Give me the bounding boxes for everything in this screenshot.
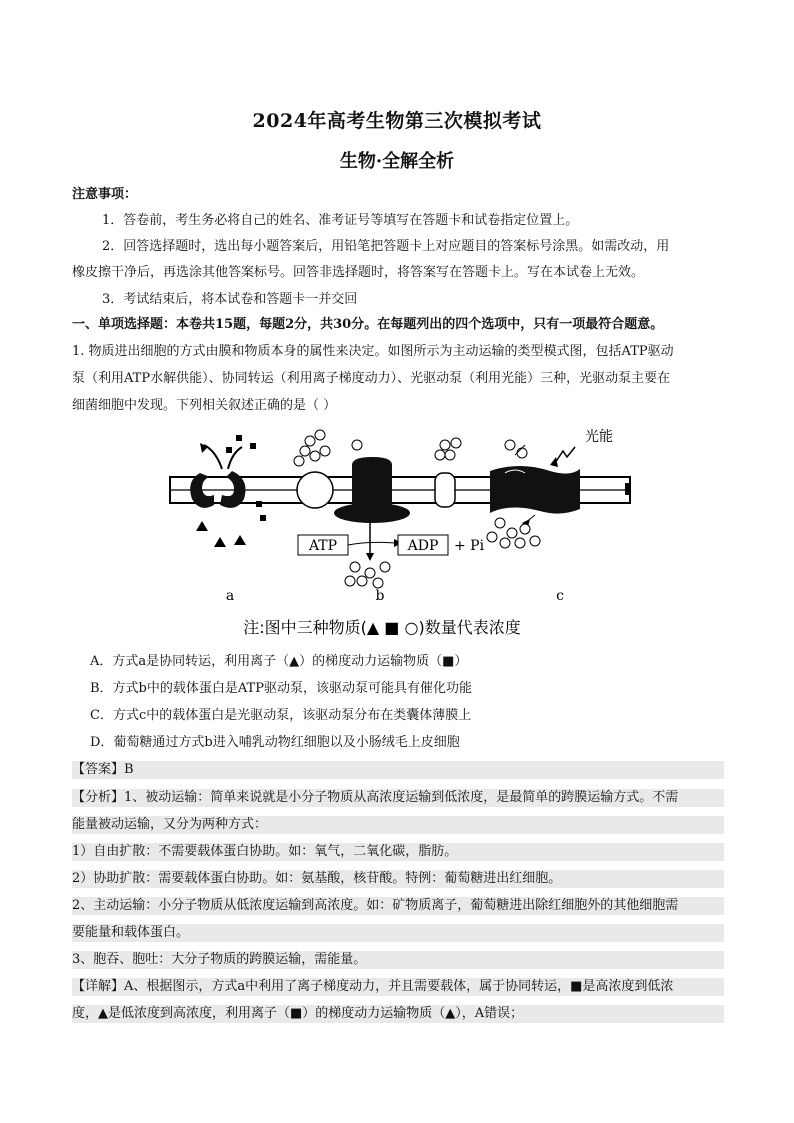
section-heading: 一、单项选择题：本卷共15题，每题2分，共30分。在每题列出的四个选项中，只有一项最符合题意。 <box>72 317 664 332</box>
answer-line: 【答案】B <box>72 761 724 779</box>
cotransporter-a <box>190 435 266 547</box>
analysis-line: 1）自由扩散：不需要载体蛋白协助。如：氧气，二氧化碳，脂肪。 <box>72 843 724 861</box>
transport-figure <box>160 425 640 640</box>
option-b: B．方式b中的载体蛋白是ATP驱动泵，该驱动泵可能具有催化功能 <box>90 681 472 696</box>
notice-item: 3．考试结束后，将本试卷和答题卡一并交回 <box>102 292 358 307</box>
question-stem: 泵（利用ATP水解供能）、协同转运（利用离子梯度动力）、光驱动泵（利用光能）三种，光驱动泵主要在 <box>72 371 671 386</box>
light-energy-label: 光能 <box>585 429 613 445</box>
analysis-line: 【分析】1、被动运输：简单来说就是小分子物质从高浓度运输到低浓度，是最简单的跨膜运输方式。不需 <box>72 789 724 807</box>
page-subtitle: 生物·全解全析 <box>339 151 455 172</box>
question-stem: 1. 物质进出细胞的方式由膜和物质本身的属性来决定。如图所示为主动运输的类型模式图，包括ATP驱动 <box>72 344 674 359</box>
label-a: a <box>225 588 235 604</box>
analysis-line: 能量被动运输，又分为两种方式： <box>72 816 724 834</box>
analysis-line: 2、主动运输：小分子物质从低浓度运输到高浓度。如：矿物质离子，葡萄糖进出除红细胞外的其他细胞需 <box>72 897 724 915</box>
notice-item: 1．答卷前，考生务必将自己的姓名、准考证号等填写在答题卡和试卷指定位置上。 <box>102 213 579 228</box>
figure-note: 注:图中三种物质(▲ ■ ○)数量代表浓度 <box>243 618 521 637</box>
detail-line: 度，▲是低浓度到高浓度，利用离子（■）的梯度动力运输物质（▲），A错误； <box>72 1005 724 1023</box>
notice-item: 2．回答选择题时，选出每小题答案后，用铅笔把答题卡上对应题目的答案标号涂黑。如需改动，用 <box>102 239 670 254</box>
pi-label: + Pi <box>454 538 485 554</box>
light-pump-c <box>487 428 613 548</box>
label-b: b <box>375 588 385 604</box>
option-a: A．方式a是协同转运，利用离子（▲）的梯度动力运输物质（■） <box>90 654 468 669</box>
page-title: 2024年高考生物第三次模拟考试 <box>252 110 542 132</box>
option-c: C．方式c中的载体蛋白是光驱动泵，该驱动泵分布在类囊体薄膜上 <box>90 708 472 723</box>
detail-line: 【详解】A、根据图示，方式a中利用了离子梯度动力，并且需要载体，属于协同转运，■是高浓度到低浓 <box>72 978 724 996</box>
adp-label: ADP <box>407 538 439 554</box>
carrier-protein <box>435 438 461 507</box>
membrane-diagram <box>160 425 640 640</box>
analysis-line: 2）协助扩散：需要载体蛋白协助。如：氨基酸，核苷酸。特例：葡萄糖进出红细胞。 <box>72 870 724 888</box>
analysis-line: 要能量和载体蛋白。 <box>72 924 724 942</box>
atp-label: ATP <box>308 538 338 554</box>
label-c: c <box>556 588 564 604</box>
notice-heading: 注意事项： <box>72 187 138 202</box>
option-d: D．葡萄糖通过方式b进入哺乳动物红细胞以及小肠绒毛上皮细胞 <box>90 735 460 750</box>
notice-item: 橡皮擦干净后，再选涂其他答案标号。回答非选择题时，将答案写在答题卡上。写在本试卷上无效。 <box>72 265 645 280</box>
analysis-line: 3、胞吞、胞吐：大分子物质的跨膜运输，需能量。 <box>72 951 724 969</box>
question-stem: 细菌细胞中发现。下列相关叙述正确的是（ ） <box>72 398 337 413</box>
atp-pump-b <box>294 430 485 588</box>
